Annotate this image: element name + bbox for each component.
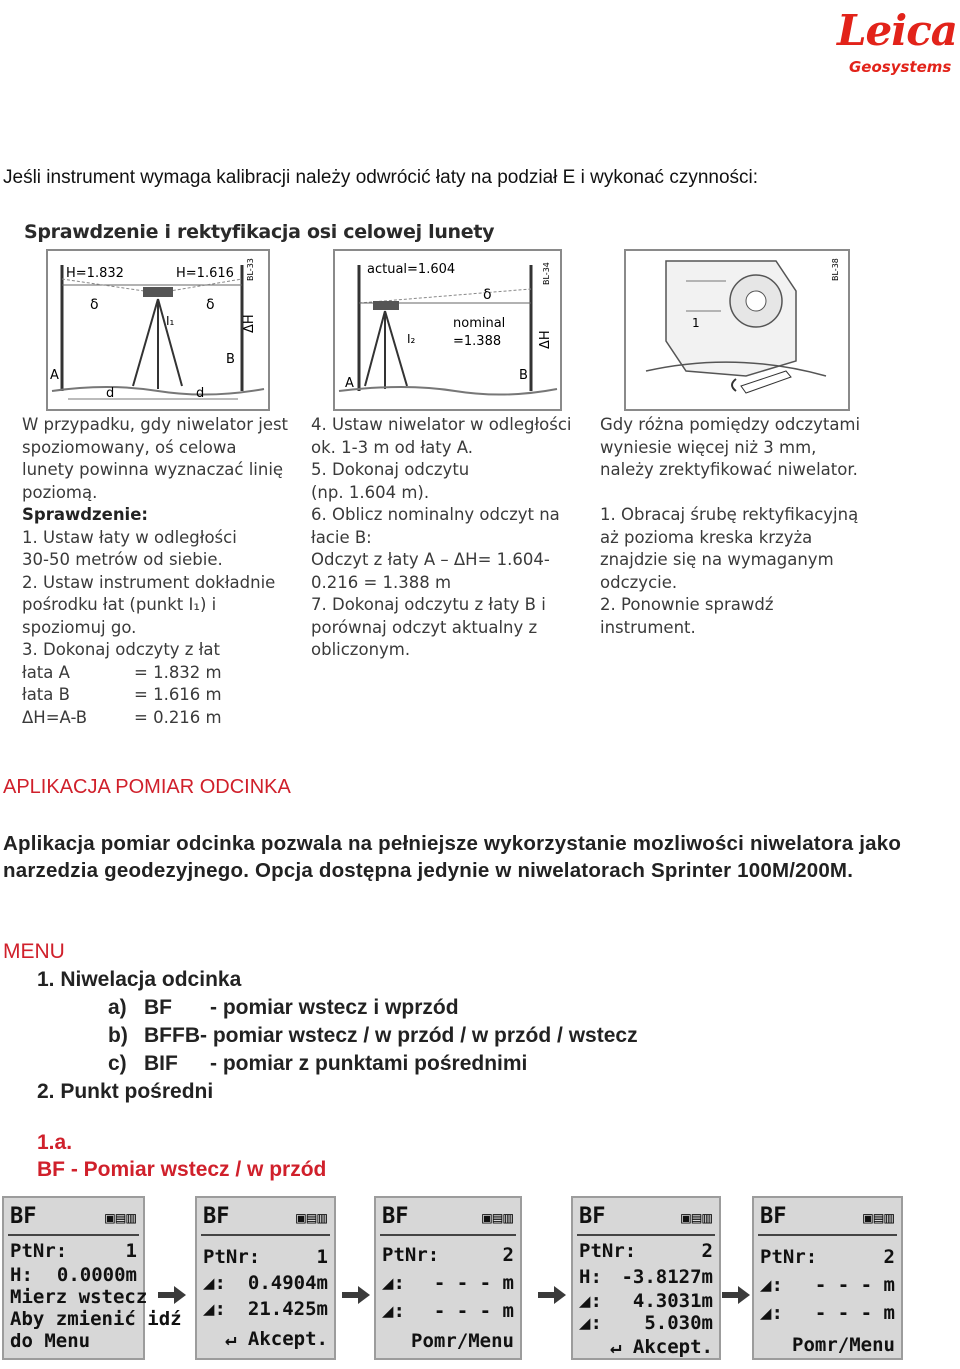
col3-line: instrument. — [600, 617, 696, 637]
softkey-label: ↵ Akcept. — [610, 1336, 713, 1358]
arrow-right-icon — [158, 1285, 186, 1305]
col1-reading — [22, 707, 288, 730]
figure-column-1 — [22, 414, 288, 729]
screen-line — [382, 1272, 514, 1294]
panel1-a: A — [50, 368, 59, 383]
line-label: ◢: — [382, 1300, 405, 1322]
menu-item-2: 2. Punkt pośredni — [37, 1080, 214, 1103]
col2-line: (np. 1.604 m). — [311, 482, 430, 502]
panel1-dh: ΔH — [242, 314, 257, 333]
panel2-code: BL-34 — [542, 262, 551, 285]
col1-step: 30-50 metrów od siebie. — [22, 550, 223, 569]
panel2-i2: I₂ — [407, 332, 416, 346]
status-icons: ▣▤▥ — [681, 1208, 713, 1227]
figure-panel-1 — [46, 249, 270, 411]
screen-app-label: BF — [579, 1204, 606, 1229]
softkey-label: Pomr/Menu — [792, 1334, 895, 1356]
panel1-code: BL-33 — [246, 258, 255, 281]
col3-line: aż pozioma kreska krzyża — [600, 527, 813, 547]
line-value: 0.4904m — [247, 1272, 328, 1294]
screen-line — [760, 1274, 895, 1296]
col1-line: W przypadku, gdy niwelator jest — [22, 415, 289, 434]
col1-reading — [22, 662, 288, 685]
line-label: ◢: — [203, 1272, 226, 1294]
divider — [380, 1234, 516, 1236]
line-label: ◢: — [579, 1290, 602, 1312]
col1-step: pośrodku łat (punkt I₁) i — [22, 595, 217, 614]
panel2-dh: ΔH — [538, 330, 553, 349]
col1-reading — [22, 684, 288, 707]
screen-line — [579, 1312, 713, 1334]
line-label: PtNr: — [382, 1244, 440, 1266]
panel2-actual: actual=1.604 — [367, 262, 456, 277]
col1-check-title: Sprawdzenie: — [22, 505, 149, 524]
panel3-one: 1 — [692, 316, 700, 330]
line-label: ◢: — [382, 1272, 405, 1294]
line-label: H: — [579, 1266, 602, 1288]
col3-line: Gdy różna pomiędzy odczytami — [600, 415, 861, 434]
screen-line — [760, 1246, 895, 1268]
panel1-delta-left: δ — [90, 297, 99, 313]
reading-label: łata B — [22, 685, 70, 704]
subitem-label: c) — [108, 1052, 127, 1075]
menu-subitem-a — [108, 994, 638, 1022]
line-label: ◢: — [203, 1298, 226, 1320]
subitem-code: BF — [144, 996, 172, 1019]
lcd-screen-4 — [571, 1196, 721, 1360]
panel1-d-left: d — [106, 386, 115, 401]
screen-app-label: BF — [382, 1204, 409, 1229]
line-value: 5.030m — [644, 1312, 713, 1334]
line-value: 1 — [316, 1246, 328, 1268]
figure-column-2 — [311, 414, 572, 662]
col1-step: 3. Dokonaj odczyty z łat — [22, 640, 220, 659]
divider — [8, 1234, 139, 1236]
panel2-a: A — [345, 376, 354, 391]
lcd-screen-1 — [2, 1196, 182, 1360]
arrow-right-icon — [538, 1285, 566, 1305]
col2-line: porównaj odczyt aktualny z — [311, 617, 538, 637]
status-icons: ▣▤▥ — [105, 1208, 137, 1227]
reading-value: = 1.832 m — [134, 662, 222, 682]
leica-logo — [835, 6, 957, 86]
line-label: Mierz wstecz — [10, 1286, 148, 1308]
screen-app-label: BF — [203, 1204, 230, 1229]
section-title: APLIKACJA POMIAR ODCINKA — [3, 776, 291, 798]
section-paragraph: Aplikacja pomiar odcinka pozwala na pełniejsze wykorzystanie mozliwości niwelatora jako narzedzia geodezyjnego. Opcja dostępna jedynie w niwelatorach Sprinter 100M/200M. — [3, 832, 902, 882]
divider — [201, 1234, 330, 1236]
panel3-code: BL-38 — [831, 258, 840, 281]
screen-line — [10, 1240, 137, 1262]
subitem-text: - pomiar wstecz / w przód / w przód / wstecz — [200, 1024, 638, 1047]
screen-line — [382, 1300, 514, 1322]
col3-spacer — [600, 482, 860, 505]
logo-sub: Geosystems — [849, 58, 952, 76]
subitem-label: b) — [108, 1024, 128, 1047]
reading-value: = 1.616 m — [134, 685, 222, 704]
panel1-h2: H=1.616 — [176, 266, 234, 281]
line-label: PtNr: — [10, 1240, 68, 1262]
panel1-h1: H=1.832 — [66, 266, 124, 281]
screen-line — [203, 1272, 328, 1294]
screen-line — [10, 1264, 137, 1286]
line-label: H: — [10, 1264, 33, 1286]
figure-panel-2 — [333, 249, 562, 411]
subitem-text: - pomiar wstecz i wprzód — [210, 996, 459, 1019]
col2-line: łacie B: — [311, 527, 372, 547]
col2-line: 6. Oblicz nominalny odczyt na — [311, 505, 560, 524]
col1-step: 2. Ustaw instrument dokładnie — [22, 572, 276, 592]
line-value: - - - m — [814, 1302, 895, 1324]
panel2-b: B — [519, 368, 528, 383]
logo-brand: Leica — [837, 6, 957, 55]
lcd-screen-3 — [374, 1196, 522, 1360]
col2-line: obliczonym. — [311, 640, 411, 659]
line-value: - - - m — [433, 1300, 514, 1322]
subitem-code: BFFB — [144, 1024, 200, 1047]
line-value: -3.8127m — [621, 1266, 713, 1288]
line-value: - - - m — [433, 1272, 514, 1294]
softkey-label: ↵ Akcept. — [225, 1328, 328, 1350]
reading-value: = 0.216 m — [134, 707, 222, 727]
col2-line: Odczyt z łaty A – ΔH= 1.604- — [311, 550, 550, 569]
arrow-right-icon — [342, 1285, 370, 1305]
line-value: 2 — [502, 1244, 514, 1266]
panel1-b: B — [226, 352, 235, 367]
line-value: 2 — [883, 1246, 895, 1268]
line-label: ◢: — [760, 1274, 783, 1296]
line-label: Aby zmienić idź — [10, 1308, 182, 1330]
col1-line: poziomą. — [22, 482, 98, 502]
screen-line — [579, 1240, 713, 1262]
col2-line: 4. Ustaw niwelator w odległości — [311, 415, 572, 434]
line-label: PtNr: — [760, 1246, 818, 1268]
panel2-nominal1: nominal — [453, 316, 506, 331]
screen-line — [203, 1298, 328, 1320]
screen-line — [203, 1246, 328, 1268]
reading-label: łata A — [22, 662, 70, 682]
line-value: 1 — [125, 1240, 137, 1262]
menu-subitem-b — [108, 1022, 638, 1050]
col2-line: 0.216 = 1.388 m — [311, 572, 452, 592]
figure-column-3 — [600, 414, 860, 639]
col2-line: ok. 1-3 m od łaty A. — [311, 437, 473, 457]
screen-line — [10, 1286, 148, 1308]
screen-line — [579, 1266, 713, 1288]
line-label: PtNr: — [579, 1240, 637, 1262]
screen-line — [579, 1290, 713, 1312]
screen-line — [10, 1330, 137, 1352]
screen-line — [760, 1302, 895, 1324]
col3-line: 1. Obracaj śrubę rektyfikacyjną — [600, 505, 859, 524]
status-icons: ▣▤▥ — [863, 1208, 895, 1227]
menu-title: MENU — [3, 940, 65, 963]
line-value: 4.3031m — [632, 1290, 713, 1312]
screen-app-label: BF — [10, 1204, 37, 1229]
panel1-i1: I₁ — [166, 314, 175, 328]
col3-line: znajdzie się na wymaganym — [600, 550, 834, 569]
line-value: - - - m — [814, 1274, 895, 1296]
screen-line — [10, 1308, 182, 1330]
status-icons: ▣▤▥ — [482, 1208, 514, 1227]
menu-subitem-c — [108, 1050, 638, 1078]
col1-line: lunety powinna wyznaczać linię — [22, 460, 284, 479]
divider — [758, 1234, 897, 1236]
col3-line: 2. Ponownie sprawdź — [600, 595, 774, 614]
status-icons: ▣▤▥ — [296, 1208, 328, 1227]
line-label: ◢: — [579, 1312, 602, 1334]
line-label: PtNr: — [203, 1246, 261, 1268]
line-value: 21.425m — [247, 1298, 328, 1320]
subitem-code: BIF — [144, 1052, 178, 1075]
line-label: ◢: — [760, 1302, 783, 1324]
figure-title: Sprawdzenie i rektyfikacja osi celowej lunety — [24, 221, 495, 243]
col3-line: wyniesie więcej niż 3 mm, — [600, 437, 817, 457]
intro-text: Jeśli instrument wymaga kalibracji należy odwrócić łaty na podział E i wykonać czynności: — [3, 167, 759, 188]
subsection-number: 1.a. — [37, 1131, 73, 1154]
line-value: 0.0000m — [56, 1264, 137, 1286]
reading-label: ΔH=A-B — [22, 707, 88, 727]
line-label: do Menu — [10, 1330, 91, 1352]
col2-line: 5. Dokonaj odczytu — [311, 460, 470, 479]
col2-line: 7. Dokonaj odczytu z łaty B i — [311, 595, 546, 614]
panel2-nominal2: =1.388 — [453, 334, 502, 349]
line-value: 2 — [701, 1240, 713, 1262]
lcd-screen-2 — [195, 1196, 336, 1360]
col1-line: spoziomowany, oś celowa — [22, 437, 237, 457]
lcd-screen-5 — [752, 1196, 903, 1360]
softkey-label: Pomr/Menu — [411, 1330, 514, 1352]
panel1-d-right: d — [196, 386, 205, 401]
menu-list — [37, 966, 638, 1106]
screen-line — [382, 1244, 514, 1266]
col1-step: spoziomuj go. — [22, 617, 137, 637]
screen-app-label: BF — [760, 1204, 787, 1229]
figure-panel-3 — [624, 249, 850, 411]
col3-line: odczycie. — [600, 572, 678, 592]
panel1-delta-right: δ — [206, 297, 215, 313]
col3-line: należy zrektyfikować niwelator. — [600, 460, 858, 479]
subitem-label: a) — [108, 996, 127, 1019]
menu-item-1: 1. Niwelacja odcinka — [37, 968, 242, 991]
subsection-title: BF - Pomiar wstecz / w przód — [37, 1158, 327, 1181]
col1-step: 1. Ustaw łaty w odległości — [22, 527, 237, 547]
arrow-right-icon — [722, 1285, 750, 1305]
panel2-delta: δ — [483, 287, 492, 303]
divider — [577, 1234, 715, 1236]
subitem-text: - pomiar z punktami pośrednimi — [210, 1052, 528, 1075]
